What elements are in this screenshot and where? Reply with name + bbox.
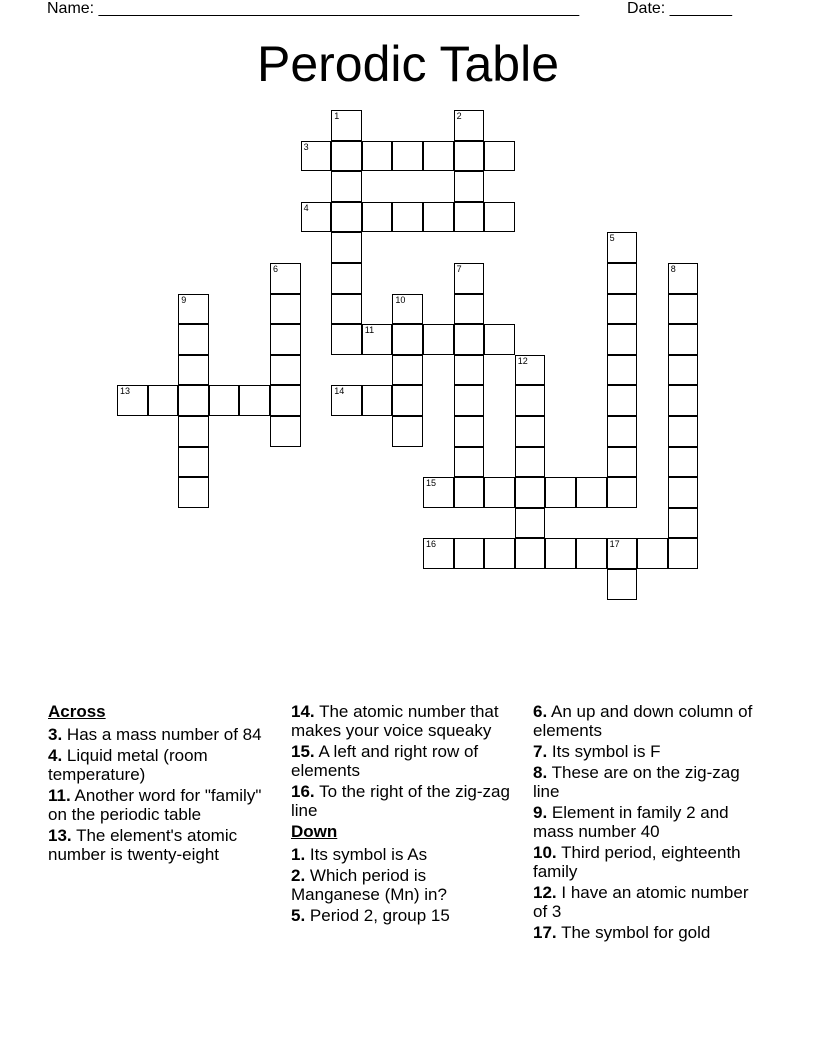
crossword-cell[interactable]	[668, 324, 699, 355]
clue-across-16: 16. To the right of the zig-zag line	[291, 782, 510, 820]
crossword-cell[interactable]	[178, 355, 209, 386]
clue-across-3: 3. Has a mass number of 84	[48, 725, 262, 744]
crossword-cell[interactable]	[607, 477, 638, 508]
clue-down-7: 7. Its symbol is F	[533, 742, 661, 761]
crossword-cell[interactable]	[454, 171, 485, 202]
crossword-cell[interactable]	[209, 385, 240, 416]
clue-number: 16	[426, 539, 437, 550]
crossword-cell[interactable]	[454, 110, 485, 141]
crossword-cell[interactable]	[301, 141, 332, 172]
clue-across-13: 13. The element's atomic number is twenty-eight	[48, 826, 238, 864]
crossword-cell[interactable]	[545, 477, 576, 508]
crossword-cell[interactable]	[668, 508, 699, 539]
crossword-cell[interactable]	[668, 538, 699, 569]
crossword-cell[interactable]	[270, 263, 301, 294]
crossword-cell[interactable]	[454, 294, 485, 325]
crossword-cell[interactable]	[484, 538, 515, 569]
crossword-cell[interactable]	[607, 355, 638, 386]
date-label: Date: _______	[627, 0, 732, 17]
crossword-cell[interactable]	[423, 477, 454, 508]
clue-number: 6	[273, 264, 279, 274]
crossword-cell[interactable]	[668, 416, 699, 447]
clue-across-11: 11. Another word for "family" on the periodic table	[48, 786, 262, 824]
crossword-cell[interactable]	[392, 324, 423, 355]
crossword-cell[interactable]	[178, 447, 209, 478]
crossword-cell[interactable]	[331, 263, 362, 294]
crossword-cell[interactable]	[331, 171, 362, 202]
crossword-cell[interactable]	[178, 294, 209, 325]
crossword-cell[interactable]	[607, 324, 638, 355]
crossword-cell[interactable]	[454, 477, 485, 508]
clue-number: 17	[609, 539, 620, 550]
across-heading: Across	[48, 702, 106, 721]
clue-number: 9	[181, 294, 187, 305]
clue-number: 1	[334, 111, 340, 121]
clue-down-9: 9. Element in family 2 and mass number 40	[533, 803, 729, 841]
crossword-cell[interactable]	[392, 202, 423, 233]
crossword-cell[interactable]	[515, 477, 546, 508]
crossword-cell[interactable]	[668, 477, 699, 508]
crossword-cell[interactable]	[607, 232, 638, 263]
crossword-cell[interactable]	[668, 385, 699, 416]
crossword-cell[interactable]	[668, 447, 699, 478]
crossword-cell[interactable]	[362, 324, 393, 355]
clues-column-2	[291, 702, 516, 927]
crossword-cell[interactable]	[454, 263, 485, 294]
crossword-cell[interactable]	[423, 141, 454, 172]
clues-column-3	[533, 702, 758, 944]
page-title: Perodic Table	[256, 36, 560, 92]
crossword-cell[interactable]	[117, 385, 148, 416]
crossword-cell[interactable]	[607, 416, 638, 447]
crossword-cell[interactable]	[331, 294, 362, 325]
clue-number: 12	[517, 355, 528, 366]
clue-down-6: 6. An up and down column of elements	[533, 702, 753, 740]
crossword-cell[interactable]	[607, 447, 638, 478]
crossword-cell[interactable]	[515, 416, 546, 447]
crossword-cell[interactable]	[607, 538, 638, 569]
crossword-cell[interactable]	[515, 355, 546, 386]
crossword-cell[interactable]	[270, 324, 301, 355]
clue-number: 8	[670, 264, 676, 274]
crossword-cell[interactable]	[668, 355, 699, 386]
clue-number: 7	[456, 264, 462, 274]
clue-down-17: 17. The symbol for gold	[533, 923, 711, 942]
crossword-cell[interactable]	[576, 538, 607, 569]
clue-across-4: 4. Liquid metal (room temperature)	[48, 746, 208, 784]
crossword-cell[interactable]	[331, 141, 362, 172]
crossword-cell[interactable]	[454, 202, 485, 233]
crossword-cell[interactable]	[484, 202, 515, 233]
crossword-cell[interactable]	[178, 477, 209, 508]
crossword-cell[interactable]	[362, 202, 393, 233]
crossword-cell[interactable]	[392, 355, 423, 386]
crossword-cell[interactable]	[331, 110, 362, 141]
clue-number: 15	[426, 478, 437, 489]
crossword-cell[interactable]	[270, 294, 301, 325]
clue-down-12: 12. I have an atomic number of 3	[533, 883, 749, 921]
crossword-cell[interactable]	[239, 385, 270, 416]
crossword-cell[interactable]	[668, 294, 699, 325]
clue-down-8: 8. These are on the zig-zag line	[533, 763, 740, 801]
clue-down-10: 10. Third period, eighteenth family	[533, 843, 741, 881]
crossword-cell[interactable]	[607, 294, 638, 325]
crossword-cell[interactable]	[301, 202, 332, 233]
crossword-cell[interactable]	[454, 385, 485, 416]
clue-number: 2	[456, 111, 462, 121]
crossword-cell[interactable]	[668, 263, 699, 294]
clue-down-5: 5. Period 2, group 15	[291, 906, 450, 925]
crossword-cell[interactable]	[392, 385, 423, 416]
clue-number: 4	[303, 202, 309, 213]
crossword-cell[interactable]	[484, 324, 515, 355]
clue-number: 3	[303, 141, 309, 152]
crossword-cell[interactable]	[515, 447, 546, 478]
name-label: Name: ______________________________________________________	[47, 0, 580, 17]
crossword-cell[interactable]	[484, 477, 515, 508]
crossword-cell[interactable]	[362, 385, 393, 416]
crossword-cell[interactable]	[576, 477, 607, 508]
crossword-cell[interactable]	[270, 385, 301, 416]
crossword-cell[interactable]	[515, 538, 546, 569]
crossword-cell[interactable]	[515, 508, 546, 539]
crossword-cell[interactable]	[423, 538, 454, 569]
crossword-cell[interactable]	[331, 202, 362, 233]
crossword-cell[interactable]	[362, 141, 393, 172]
clue-number: 14	[334, 386, 345, 397]
crossword-cell[interactable]	[178, 324, 209, 355]
clue-across-14: 14. The atomic number that makes your voice squeaky	[291, 702, 499, 740]
down-heading: Down	[291, 822, 338, 841]
crossword-cell[interactable]	[423, 324, 454, 355]
crossword-cell[interactable]	[392, 294, 423, 325]
crossword-cell[interactable]	[331, 385, 362, 416]
crossword-cell[interactable]	[545, 538, 576, 569]
crossword-cell[interactable]	[454, 141, 485, 172]
crossword-cell[interactable]	[607, 569, 638, 600]
clue-number: 13	[120, 386, 131, 397]
clues-column-1	[48, 702, 273, 866]
clue-number: 10	[395, 294, 406, 305]
crossword-cell[interactable]	[423, 202, 454, 233]
crossword-cell[interactable]	[270, 416, 301, 447]
crossword-cell[interactable]	[454, 355, 485, 386]
crossword-cell[interactable]	[454, 538, 485, 569]
crossword-cell[interactable]	[178, 385, 209, 416]
crossword-cell[interactable]	[454, 324, 485, 355]
clue-across-15: 15. A left and right row of elements	[291, 742, 479, 780]
crossword-cell[interactable]	[392, 141, 423, 172]
crossword-cell[interactable]	[484, 141, 515, 172]
crossword-cell[interactable]	[331, 232, 362, 263]
crossword-cell[interactable]	[331, 324, 362, 355]
crossword-cell[interactable]	[637, 538, 668, 569]
crossword-cell[interactable]	[607, 385, 638, 416]
clue-down-2: 2. Which period is Manganese (Mn) in?	[291, 866, 447, 904]
clue-number: 5	[609, 233, 615, 244]
crossword-cell[interactable]	[454, 416, 485, 447]
clue-number: 11	[364, 325, 375, 336]
crossword-cell[interactable]	[270, 355, 301, 386]
crossword-cell[interactable]	[607, 263, 638, 294]
crossword-cell[interactable]	[148, 385, 179, 416]
clue-down-1: 1. Its symbol is As	[291, 845, 428, 864]
crossword-cell[interactable]	[392, 416, 423, 447]
crossword-cell[interactable]	[454, 447, 485, 478]
crossword-cell[interactable]	[515, 385, 546, 416]
crossword-cell[interactable]	[178, 416, 209, 447]
